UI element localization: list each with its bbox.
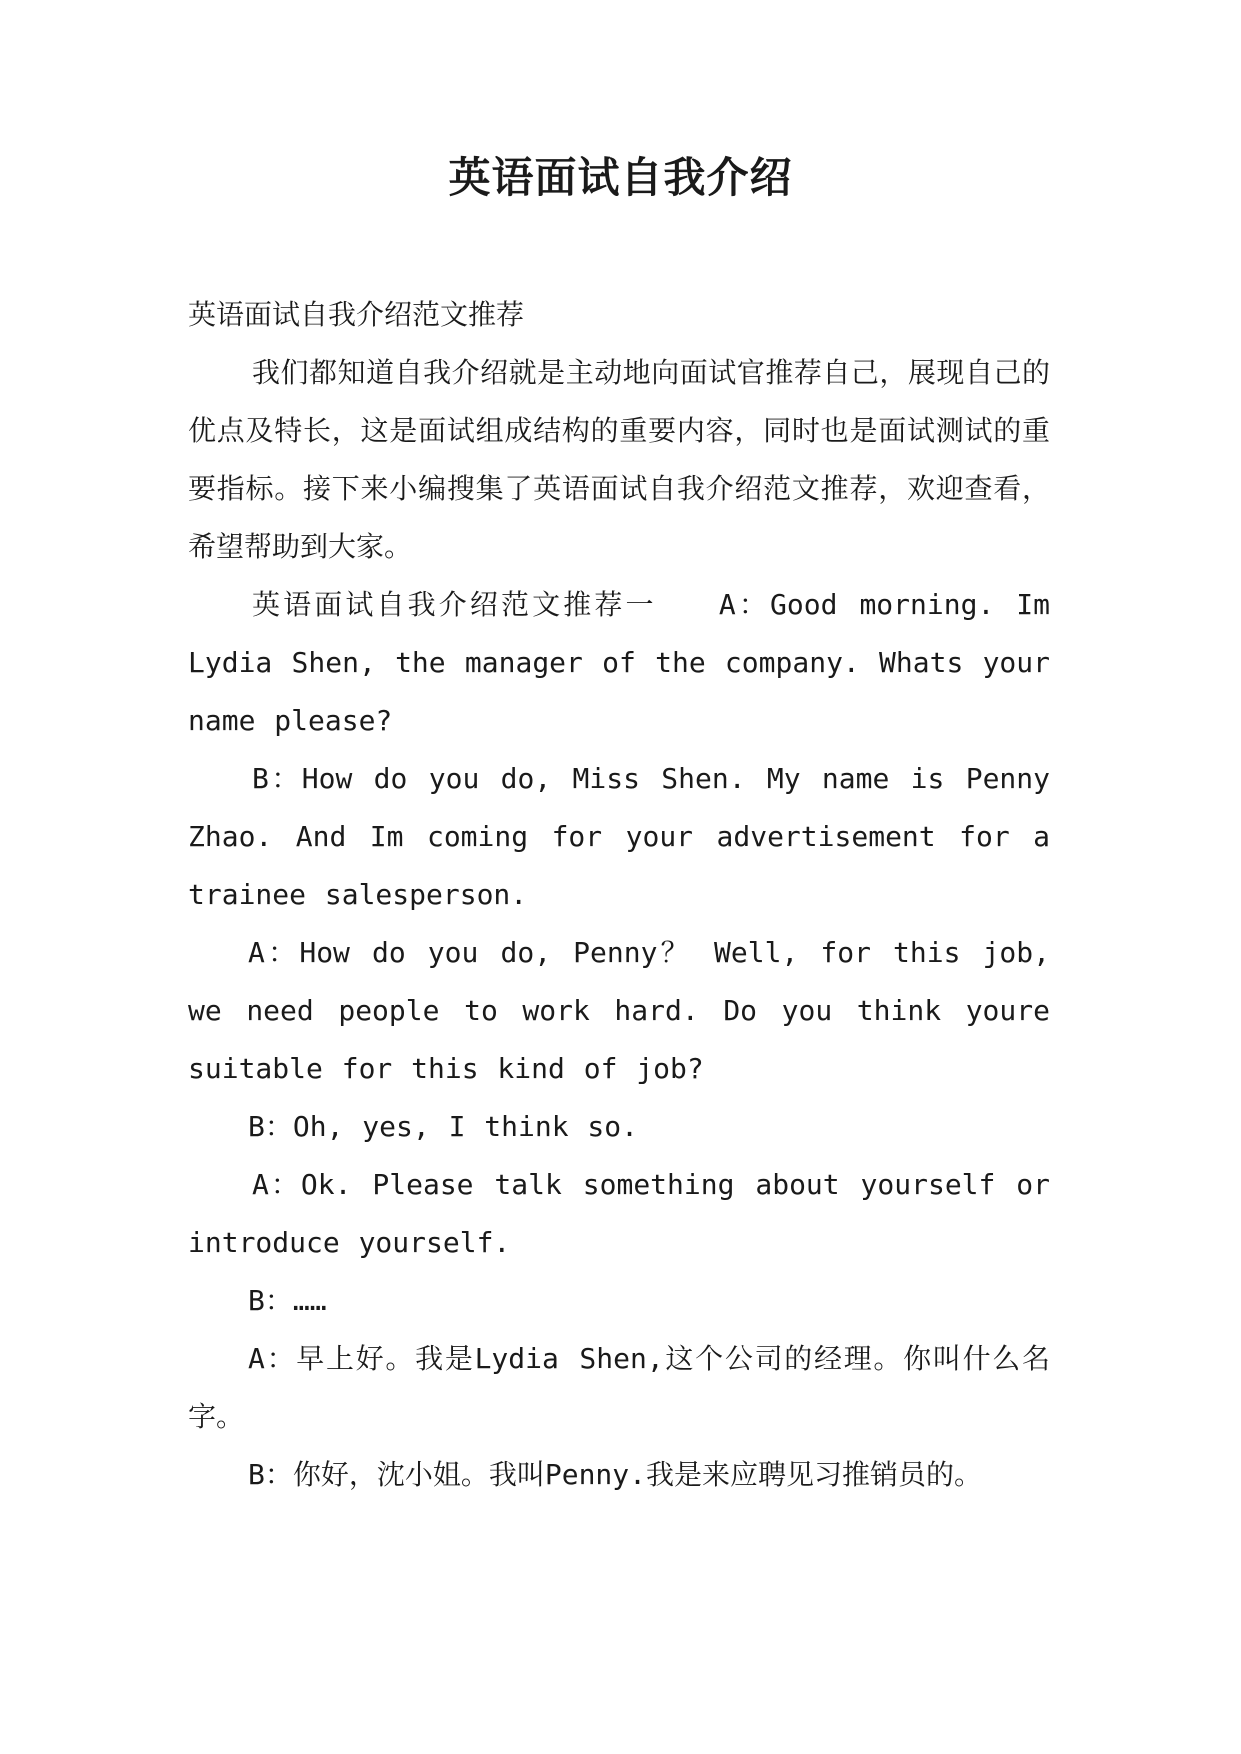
document-body — [188, 286, 1050, 1504]
paragraph-dialogue-6: B：…… — [248, 1284, 327, 1317]
paragraph-dialogue-5: A：Ok. Please talk something about yourself or introduce yourself. — [188, 1168, 1050, 1259]
paragraph-dialogue-3: A：How do you do, Penny？ Well, for this job, we need people to work hard. Do you think youre suitable for this kind of job? — [188, 936, 1050, 1085]
paragraph-translation-1: A：早上好。我是Lydia Shen,这个公司的经理。你叫什么名字。 — [188, 1342, 1050, 1433]
paragraph-dialogue-4: B：Oh, yes, I think so. — [248, 1110, 639, 1143]
paragraph-translation-2: B：你好，沈小姐。我叫Penny.我是来应聘见习推销员的。 — [248, 1458, 983, 1491]
paragraph-intro: 我们都知道自我介绍就是主动地向面试官推荐自己，展现自己的优点及特长，这是面试组成结构的重要内容，同时也是面试测试的重要指标。接下来小编搜集了英语面试自我介绍范文推荐，欢迎查看，希望帮助到大家。 — [188, 356, 1050, 563]
paragraph-dialogue-2: B：How do you do, Miss Shen. My name is Penny Zhao. And Im coming for your advertisement for a trainee salesperson. — [188, 762, 1050, 911]
document-subtitle: 英语面试自我介绍范文推荐 — [188, 298, 525, 331]
paragraph-dialogue-1: 英语面试自我介绍范文推荐一 A：Good morning. Im Lydia Shen, the manager of the company. Whats your name please? — [188, 588, 1050, 737]
document-title: 英语面试自我介绍 — [448, 153, 793, 202]
